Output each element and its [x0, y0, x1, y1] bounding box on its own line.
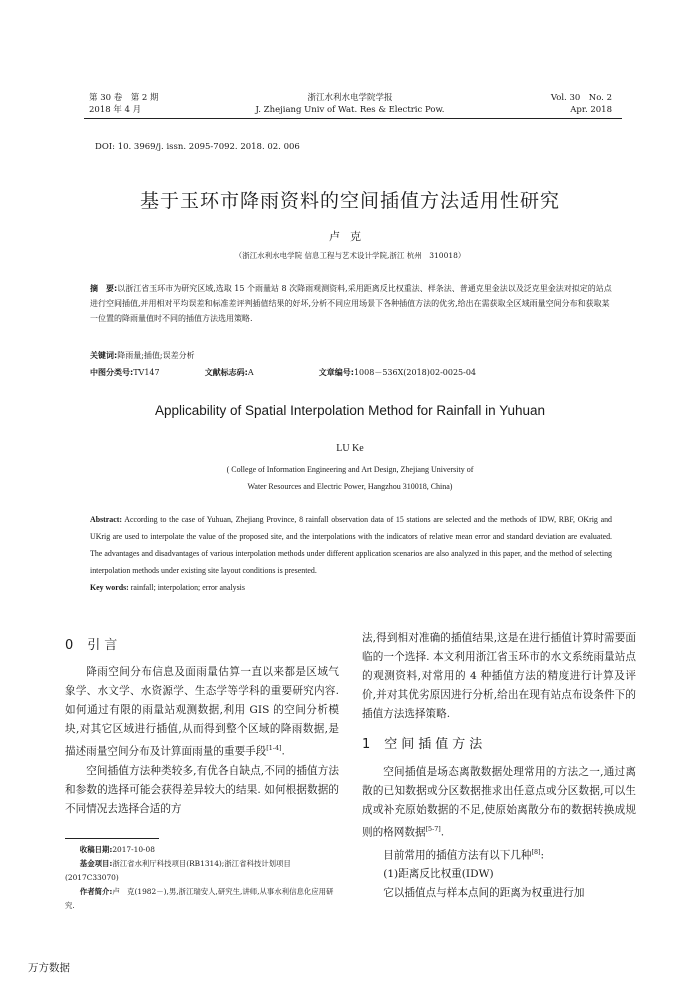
section-heading-0 — [65, 636, 339, 655]
journal-volume-en — [551, 92, 612, 116]
author-en: LU Ke — [336, 443, 364, 454]
section-number: 1 — [362, 737, 371, 752]
clc-value: TV147 — [133, 368, 160, 377]
left-column — [65, 636, 339, 819]
volume-issue: 第 30 卷 第 2 期 — [89, 93, 159, 103]
author-cn: 卢克 — [329, 230, 371, 243]
abstract-cn — [90, 281, 612, 326]
article-no-label: 文章编号: — [318, 368, 354, 377]
paragraph: 它以插值点与样本点间的距离为权重进行加 — [383, 887, 585, 900]
paragraph: 空间插值方法种类较多,有优各自缺点,不同的插值方法和参数的选择可能会获得差异较大的结果. 如何根据数据的不同情况去选择合适的方 — [65, 764, 339, 815]
section-heading-1 — [362, 735, 636, 754]
author-bio-label: 作者简介: — [79, 887, 113, 896]
paragraph-continued: 法,得到相对准确的插值结果,这是在进行插值计算时需要面临的一个选择. 本文利用浙江省玉环市的水文系统雨量站点的观测资料,对常用的 4 种插值方法的精度进行计算及评价,并对其优劣原因进行分析,给出在现有站点布设条件下的插值方法选择策略. — [362, 632, 636, 720]
fund-label: 基金项目: — [79, 859, 113, 868]
paragraph: 空间插值是场态离散数据处理常用的方法之一,通过离散的已知数据或分区数据推求出任意点或分区数据,可以生成或补充原始数据的不足,使原始离散分布的数据转换成规则的格网数据[5-7]. — [362, 766, 636, 839]
section-title: 空间插值方法 — [384, 737, 487, 752]
doc-code-value: A — [247, 368, 254, 377]
received-date: 2017-10-08 — [112, 845, 155, 854]
keywords-cn — [90, 348, 612, 363]
section-number: 0 — [65, 638, 74, 653]
keywords-text-en: rainfall; interpolation; error analysis — [130, 583, 245, 592]
paragraph: 降雨空间分布信息及面雨量估算一直以来都是区域气象学、水文学、水资源学、生态学等学科的重要研究内容. 如何通过有限的雨量站观测数据,利用 GIS 的空间分析模块,对其它区域进行插值,从而得到整个区域的降雨数据,是描述雨量空间分布及计算面雨量的重要手段[1-4]. — [65, 666, 339, 758]
header-rule — [84, 118, 622, 119]
list-item: (1)距离反比权重(IDW) — [383, 868, 494, 881]
paper-title-cn: 基于玉环市降雨资料的空间插值方法适用性研究 — [139, 190, 560, 212]
affiliation-en — [0, 461, 700, 495]
doi: DOI: 10. 3969/j. issn. 2095-7092. 2018. 02. 006 — [95, 142, 300, 152]
footnote-rule — [65, 838, 159, 839]
paper-title-en: Applicability of Spatial Interpolation Method for Rainfall in Yuhuan — [155, 403, 545, 418]
affiliation-cn: （浙江水利水电学院 信息工程与艺术设计学院,浙江 杭州 310018） — [234, 251, 466, 260]
paragraph: 目前常用的插值方法有以下几种[8]: — [383, 848, 545, 862]
volume-issue-en: Vol. 30 No. 2 — [550, 93, 612, 103]
doc-code-label: 文献标志码: — [204, 368, 248, 377]
keywords-label-en: Key words: — [90, 583, 129, 592]
abstract-text-en: According to the case of Yuhuan, Zhejiang Province, 8 rainfall observation data of 15 stations are selected and the methods of IDW, RBF, OKrig and UKrig are used to interpolate the value of the proposed site, and the interpolations with the indicators of relative mean error and standard deviation are evaluated. The advantages and disadvantages of various interpolation methods under different application scenarios are also analyzed in this paper, and the method of selecting interpolation methods under existing site layout conditions is presented. — [90, 515, 612, 575]
clc-label: 中图分类号: — [90, 368, 134, 377]
fund-text: 浙江省水利厅科技项目(RB1314);浙江省科技计划项目(2017C33070) — [65, 859, 291, 882]
footnotes — [65, 843, 339, 913]
author-bio-text: 卢 克(1982－),男,浙江瑞安人,研究生,讲师,从事水利信息化应用研究. — [65, 887, 334, 910]
section-title: 引言 — [87, 638, 122, 653]
keywords-en — [90, 579, 612, 596]
keywords-label-cn: 关键词: — [90, 351, 118, 360]
abstract-label-cn: 摘 要: — [90, 284, 118, 293]
received-label: 收稿日期: — [79, 845, 113, 854]
issue-date-en: Apr. 2018 — [570, 105, 612, 115]
abstract-text-cn: 以浙江省玉环市为研究区域,选取 15 个雨量站 8 次降雨观测资料,采用距离反比权重法、样条法、普通克里金法以及泛克里金法对拟定的站点进行空间插值,并用相对平均误差和标准差评判插值结果的好坏,分析不同应用场景下各种插值方法的优劣,给出在需获取全区域雨量空间分布和获取某一位置的降雨量值时不同的插值方法选用策略. — [90, 284, 612, 323]
watermark-footer: 万方数据 — [28, 962, 70, 974]
citation: [5-7] — [425, 826, 441, 833]
keywords-text-cn: 降雨量;插值;误差分析 — [117, 351, 195, 360]
right-column — [362, 629, 636, 903]
article-no-value: 1008－536X(2018)02-0025-04 — [353, 368, 477, 377]
citation: [8] — [531, 848, 541, 856]
abstract-label-en: Abstract: — [90, 515, 122, 524]
journal-name-en: J. Zhejiang Univ of Wat. Res & Electric Pow. — [255, 105, 445, 115]
affiliation-en-line: ( College of Information Engineering and Art Design, Zhejiang University of — [226, 465, 474, 474]
journal-name-cn: 浙江水利水电学院学报 — [307, 93, 393, 103]
affiliation-en-line: Water Resources and Electric Power, Hangzhou 310018, China) — [247, 482, 453, 491]
issue-date: 2018 年 4 月 — [89, 105, 142, 115]
citation: [1-4] — [266, 745, 282, 752]
classification-line — [90, 365, 612, 380]
abstract-en — [90, 511, 612, 596]
